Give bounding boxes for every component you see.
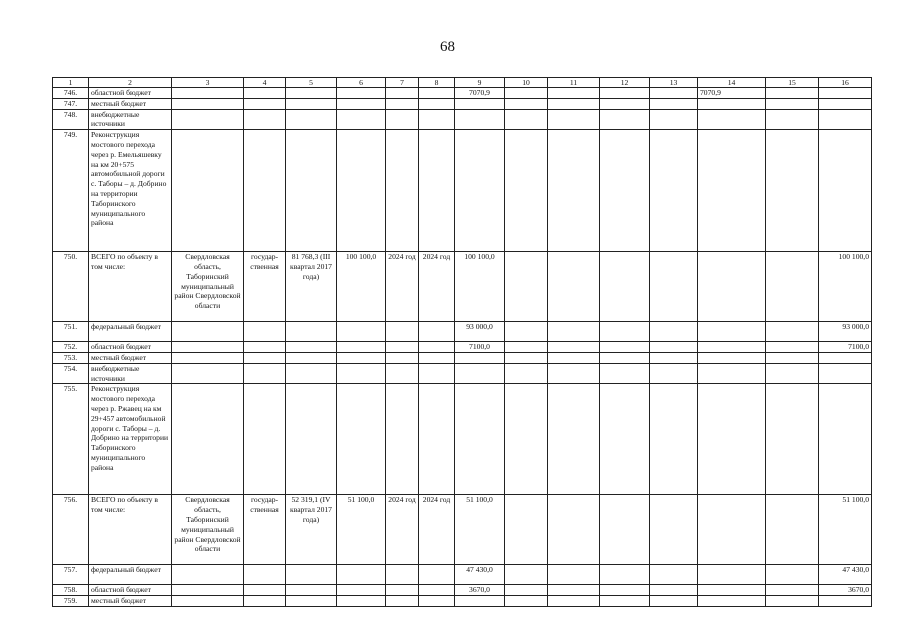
- table-cell: [548, 363, 600, 384]
- ownership-cell: [244, 384, 286, 495]
- year-funding-cell: [698, 363, 766, 384]
- final-funding-cell: 3670,0: [819, 585, 872, 596]
- start-year-cell: [386, 130, 419, 252]
- total-funding-cell: 3670,0: [455, 585, 505, 596]
- estimated-cost-cell: [286, 98, 337, 109]
- end-year-cell: [419, 130, 455, 252]
- table-row: [53, 352, 872, 363]
- row-name: Реконструкция мостового перехода через р. Ржавец на км 29+457 автомобильной дороги с. Таборы – д. Добрино на территории Таборинского муниципального района: [89, 384, 172, 495]
- table-row: [53, 130, 872, 252]
- estimated-cost-cell: [286, 130, 337, 252]
- limit-cell: [337, 88, 386, 99]
- table-cell: [548, 322, 600, 342]
- row-number: 753.: [53, 352, 89, 363]
- table-cell: [548, 495, 600, 565]
- table-cell: [548, 352, 600, 363]
- row-number: 751.: [53, 322, 89, 342]
- year-funding-cell: [698, 252, 766, 322]
- year-funding-cell: [698, 565, 766, 585]
- table-cell: [505, 322, 548, 342]
- end-year-cell: [419, 98, 455, 109]
- end-year-cell: 2024 год: [419, 252, 455, 322]
- limit-cell: [337, 98, 386, 109]
- table-cell: [766, 322, 819, 342]
- row-number: 752.: [53, 342, 89, 353]
- ownership-cell: [244, 352, 286, 363]
- ownership-cell: государ-ственная: [244, 252, 286, 322]
- budget-table: [52, 77, 872, 607]
- row-number: 750.: [53, 252, 89, 322]
- start-year-cell: 2024 год: [386, 495, 419, 565]
- final-funding-cell: 47 430,0: [819, 565, 872, 585]
- final-funding-cell: 100 100,0: [819, 252, 872, 322]
- table-cell: [505, 252, 548, 322]
- table-cell: [766, 585, 819, 596]
- table-cell: [548, 596, 600, 607]
- table-cell: [600, 363, 650, 384]
- table-cell: [650, 565, 698, 585]
- table-cell: [766, 495, 819, 565]
- table-row: [53, 252, 872, 322]
- row-number: 759.: [53, 596, 89, 607]
- final-funding-cell: [819, 98, 872, 109]
- row-name: местный бюджет: [89, 98, 172, 109]
- ownership-cell: [244, 342, 286, 353]
- table-cell: [548, 585, 600, 596]
- year-funding-cell: [698, 130, 766, 252]
- end-year-cell: 2024 год: [419, 495, 455, 565]
- column-header: 5: [286, 78, 337, 88]
- start-year-cell: [386, 322, 419, 342]
- column-header: 13: [650, 78, 698, 88]
- column-header: 16: [819, 78, 872, 88]
- column-header: 14: [698, 78, 766, 88]
- table-row: [53, 384, 872, 495]
- table-cell: [600, 352, 650, 363]
- table-cell: [600, 252, 650, 322]
- table-cell: [548, 252, 600, 322]
- column-header: 8: [419, 78, 455, 88]
- year-funding-cell: [698, 352, 766, 363]
- table-cell: [650, 109, 698, 130]
- final-funding-cell: 93 000,0: [819, 322, 872, 342]
- estimated-cost-cell: 52 319,1 (IV квартал 2017 года): [286, 495, 337, 565]
- start-year-cell: [386, 88, 419, 99]
- table-cell: [505, 596, 548, 607]
- limit-cell: [337, 342, 386, 353]
- table-cell: [600, 322, 650, 342]
- start-year-cell: [386, 109, 419, 130]
- table-cell: [548, 109, 600, 130]
- table-cell: [505, 585, 548, 596]
- table-cell: [548, 342, 600, 353]
- estimated-cost-cell: [286, 363, 337, 384]
- territory-cell: Свердловская область, Таборинский муниципальный район Свердловской области: [172, 495, 244, 565]
- year-funding-cell: [698, 342, 766, 353]
- start-year-cell: [386, 352, 419, 363]
- limit-cell: [337, 363, 386, 384]
- territory-cell: [172, 585, 244, 596]
- year-funding-cell: 7070,9: [698, 88, 766, 99]
- end-year-cell: [419, 363, 455, 384]
- table-row: [53, 363, 872, 384]
- table-cell: [600, 596, 650, 607]
- table-cell: [600, 342, 650, 353]
- start-year-cell: [386, 596, 419, 607]
- territory-cell: [172, 342, 244, 353]
- ownership-cell: [244, 109, 286, 130]
- table-cell: [650, 585, 698, 596]
- table-cell: [766, 596, 819, 607]
- column-header: 12: [600, 78, 650, 88]
- total-funding-cell: [455, 363, 505, 384]
- year-funding-cell: [698, 495, 766, 565]
- column-header: 11: [548, 78, 600, 88]
- end-year-cell: [419, 596, 455, 607]
- row-number: 758.: [53, 585, 89, 596]
- limit-cell: 51 100,0: [337, 495, 386, 565]
- start-year-cell: 2024 год: [386, 252, 419, 322]
- year-funding-cell: [698, 109, 766, 130]
- table-cell: [650, 352, 698, 363]
- row-name: областной бюджет: [89, 342, 172, 353]
- estimated-cost-cell: [286, 342, 337, 353]
- year-funding-cell: [698, 384, 766, 495]
- column-header: 6: [337, 78, 386, 88]
- column-header: 3: [172, 78, 244, 88]
- total-funding-cell: 51 100,0: [455, 495, 505, 565]
- row-number: 746.: [53, 88, 89, 99]
- table-cell: [505, 98, 548, 109]
- table-cell: [600, 88, 650, 99]
- limit-cell: [337, 352, 386, 363]
- territory-cell: [172, 352, 244, 363]
- final-funding-cell: 51 100,0: [819, 495, 872, 565]
- table-cell: [505, 342, 548, 353]
- column-header: 10: [505, 78, 548, 88]
- table-cell: [650, 596, 698, 607]
- limit-cell: [337, 322, 386, 342]
- total-funding-cell: 100 100,0: [455, 252, 505, 322]
- final-funding-cell: [819, 352, 872, 363]
- estimated-cost-cell: [286, 596, 337, 607]
- final-funding-cell: [819, 130, 872, 252]
- limit-cell: [337, 565, 386, 585]
- estimated-cost-cell: [286, 109, 337, 130]
- table-cell: [600, 585, 650, 596]
- table-cell: [766, 342, 819, 353]
- table-row: [53, 585, 872, 596]
- table-cell: [600, 130, 650, 252]
- start-year-cell: [386, 585, 419, 596]
- limit-cell: [337, 384, 386, 495]
- table-cell: [766, 384, 819, 495]
- final-funding-cell: [819, 363, 872, 384]
- total-funding-cell: [455, 109, 505, 130]
- end-year-cell: [419, 88, 455, 99]
- total-funding-cell: [455, 384, 505, 495]
- column-header: 1: [53, 78, 89, 88]
- table-body: [53, 88, 872, 607]
- territory-cell: [172, 596, 244, 607]
- table-cell: [600, 98, 650, 109]
- territory-cell: [172, 363, 244, 384]
- year-funding-cell: [698, 98, 766, 109]
- start-year-cell: [386, 98, 419, 109]
- final-funding-cell: 7100,0: [819, 342, 872, 353]
- row-name: федеральный бюджет: [89, 565, 172, 585]
- final-funding-cell: [819, 88, 872, 99]
- table-cell: [600, 384, 650, 495]
- table-cell: [766, 98, 819, 109]
- table-cell: [548, 130, 600, 252]
- column-header: 9: [455, 78, 505, 88]
- table-row: [53, 495, 872, 565]
- table-cell: [505, 88, 548, 99]
- table-cell: [600, 565, 650, 585]
- end-year-cell: [419, 585, 455, 596]
- row-name: ВСЕГО по объекту в том числе:: [89, 252, 172, 322]
- table-cell: [600, 495, 650, 565]
- row-name: внебюджетные источники: [89, 109, 172, 130]
- estimated-cost-cell: [286, 88, 337, 99]
- table-row: [53, 109, 872, 130]
- territory-cell: [172, 109, 244, 130]
- ownership-cell: [244, 322, 286, 342]
- total-funding-cell: [455, 596, 505, 607]
- territory-cell: [172, 130, 244, 252]
- ownership-cell: [244, 98, 286, 109]
- start-year-cell: [386, 565, 419, 585]
- table-cell: [505, 565, 548, 585]
- ownership-cell: [244, 585, 286, 596]
- table-cell: [650, 130, 698, 252]
- table-cell: [650, 88, 698, 99]
- table-cell: [505, 495, 548, 565]
- end-year-cell: [419, 322, 455, 342]
- ownership-cell: [244, 88, 286, 99]
- table-cell: [505, 130, 548, 252]
- limit-cell: [337, 130, 386, 252]
- table-cell: [650, 98, 698, 109]
- table-cell: [600, 109, 650, 130]
- row-number: 755.: [53, 384, 89, 495]
- column-header-row: [53, 78, 872, 88]
- table-cell: [650, 363, 698, 384]
- row-number: 749.: [53, 130, 89, 252]
- row-name: федеральный бюджет: [89, 322, 172, 342]
- row-number: 756.: [53, 495, 89, 565]
- ownership-cell: [244, 130, 286, 252]
- estimated-cost-cell: 81 768,3 (III квартал 2017 года): [286, 252, 337, 322]
- ownership-cell: государ-ственная: [244, 495, 286, 565]
- total-funding-cell: 7100,0: [455, 342, 505, 353]
- table-cell: [766, 252, 819, 322]
- column-header: 7: [386, 78, 419, 88]
- estimated-cost-cell: [286, 565, 337, 585]
- year-funding-cell: [698, 585, 766, 596]
- table-row: [53, 322, 872, 342]
- estimated-cost-cell: [286, 384, 337, 495]
- row-number: 757.: [53, 565, 89, 585]
- table-cell: [505, 109, 548, 130]
- column-header: 4: [244, 78, 286, 88]
- table-cell: [505, 384, 548, 495]
- start-year-cell: [386, 363, 419, 384]
- table-cell: [505, 352, 548, 363]
- start-year-cell: [386, 342, 419, 353]
- limit-cell: 100 100,0: [337, 252, 386, 322]
- table-cell: [548, 98, 600, 109]
- estimated-cost-cell: [286, 322, 337, 342]
- table-cell: [766, 363, 819, 384]
- ownership-cell: [244, 565, 286, 585]
- total-funding-cell: [455, 130, 505, 252]
- table-row: [53, 342, 872, 353]
- row-name: областной бюджет: [89, 88, 172, 99]
- table-cell: [766, 352, 819, 363]
- total-funding-cell: 93 000,0: [455, 322, 505, 342]
- table-cell: [650, 384, 698, 495]
- end-year-cell: [419, 342, 455, 353]
- final-funding-cell: [819, 109, 872, 130]
- end-year-cell: [419, 352, 455, 363]
- table-cell: [548, 88, 600, 99]
- estimated-cost-cell: [286, 585, 337, 596]
- territory-cell: [172, 384, 244, 495]
- table-row: [53, 88, 872, 99]
- end-year-cell: [419, 109, 455, 130]
- table-cell: [766, 565, 819, 585]
- table-cell: [505, 363, 548, 384]
- ownership-cell: [244, 596, 286, 607]
- table-cell: [650, 342, 698, 353]
- table-cell: [548, 384, 600, 495]
- table-row: [53, 98, 872, 109]
- table-row: [53, 565, 872, 585]
- end-year-cell: [419, 384, 455, 495]
- table-cell: [650, 252, 698, 322]
- table-cell: [766, 88, 819, 99]
- year-funding-cell: [698, 596, 766, 607]
- total-funding-cell: 7070,9: [455, 88, 505, 99]
- territory-cell: [172, 322, 244, 342]
- row-name: областной бюджет: [89, 585, 172, 596]
- total-funding-cell: [455, 98, 505, 109]
- end-year-cell: [419, 565, 455, 585]
- row-name: местный бюджет: [89, 596, 172, 607]
- table-cell: [650, 495, 698, 565]
- row-number: 748.: [53, 109, 89, 130]
- row-number: 754.: [53, 363, 89, 384]
- limit-cell: [337, 585, 386, 596]
- estimated-cost-cell: [286, 352, 337, 363]
- total-funding-cell: 47 430,0: [455, 565, 505, 585]
- column-header: 15: [766, 78, 819, 88]
- row-name: ВСЕГО по объекту в том числе:: [89, 495, 172, 565]
- page-number: 68: [440, 39, 455, 55]
- table-cell: [650, 322, 698, 342]
- table-cell: [766, 109, 819, 130]
- territory-cell: Свердловская область, Таборинский муниципальный район Свердловской области: [172, 252, 244, 322]
- total-funding-cell: [455, 352, 505, 363]
- limit-cell: [337, 596, 386, 607]
- limit-cell: [337, 109, 386, 130]
- table-cell: [766, 130, 819, 252]
- row-name: Реконструкция мостового перехода через р. Емельяшевку на км 20+575 автомобильной дороги с. Таборы – д. Добрино на территории Таборинского муниципального района: [89, 130, 172, 252]
- row-number: 747.: [53, 98, 89, 109]
- table-cell: [548, 565, 600, 585]
- start-year-cell: [386, 384, 419, 495]
- territory-cell: [172, 565, 244, 585]
- row-name: местный бюджет: [89, 352, 172, 363]
- table-row: [53, 596, 872, 607]
- territory-cell: [172, 98, 244, 109]
- column-header: 2: [89, 78, 172, 88]
- final-funding-cell: [819, 596, 872, 607]
- year-funding-cell: [698, 322, 766, 342]
- territory-cell: [172, 88, 244, 99]
- ownership-cell: [244, 363, 286, 384]
- row-name: внебюджетные источники: [89, 363, 172, 384]
- final-funding-cell: [819, 384, 872, 495]
